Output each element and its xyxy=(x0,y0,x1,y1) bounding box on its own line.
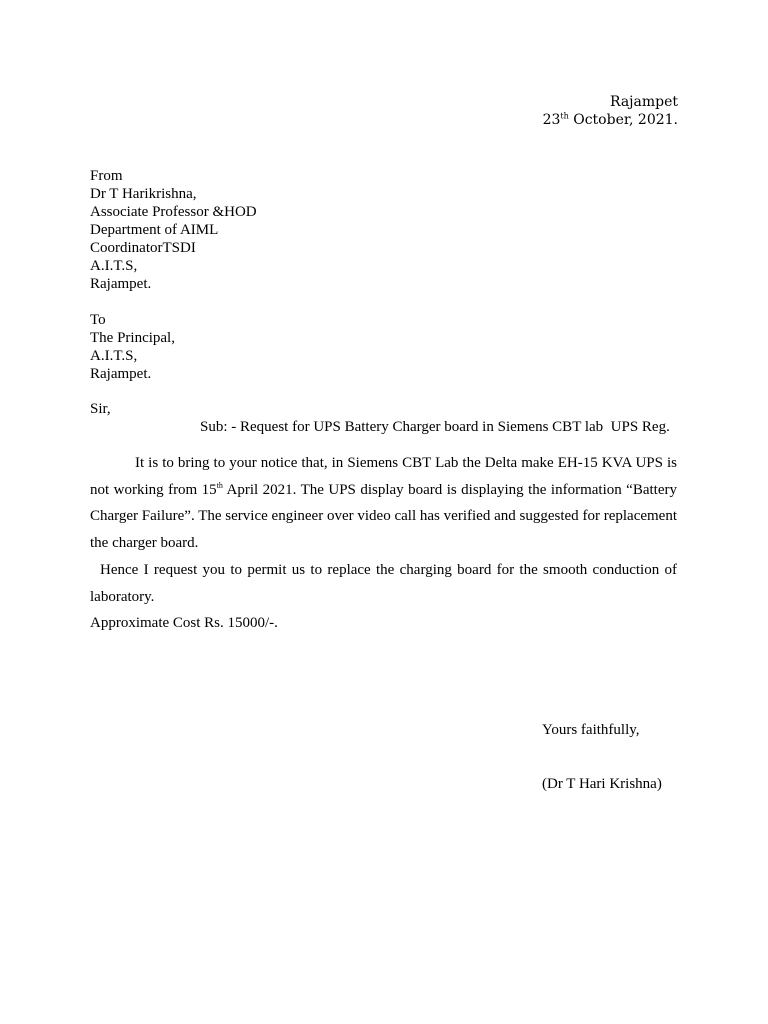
body-paragraph-3: Approximate Cost Rs. 15000/-. xyxy=(90,615,278,632)
date-rest: October, 2021. xyxy=(568,112,678,128)
from-heading: From xyxy=(90,168,123,184)
to-line-city: Rajampet. xyxy=(90,366,152,382)
from-line-city: Rajampet. xyxy=(90,276,152,292)
place-line: Rajampet xyxy=(609,94,678,110)
to-line-institute: A.I.T.S, xyxy=(90,348,138,364)
from-line-coordinator: CoordinatorTSDI xyxy=(90,240,196,256)
to-heading: To xyxy=(90,312,106,328)
date-block xyxy=(543,93,678,129)
salutation: Sir, xyxy=(90,401,111,417)
closing: Yours faithfully, xyxy=(542,722,640,738)
to-address-block xyxy=(90,311,175,383)
body-p1-start: It is to bring to your notice that, in Siemens CBT Lab the Delta make EH-15 KVA UPS is not working from 15 xyxy=(90,455,677,498)
body-paragraph-2: Hence I request you to permit us to replace the charging board for the smooth conduction of laboratory. xyxy=(90,561,677,605)
from-line-designation: Associate Professor &HOD xyxy=(90,204,257,220)
date-day-suffix: th xyxy=(560,111,569,121)
date-day: 23 xyxy=(542,112,561,128)
body-p1-sup: th xyxy=(216,480,223,490)
from-line-institute: A.I.T.S, xyxy=(90,258,138,274)
subject-line: Sub: - Request for UPS Battery Charger board in Siemens CBT lab UPS Reg. xyxy=(200,419,670,435)
date-line xyxy=(543,111,678,129)
letter-body xyxy=(90,450,677,637)
from-address-block xyxy=(90,167,257,293)
from-line-name: Dr T Harikrishna, xyxy=(90,186,197,202)
signature: (Dr T Hari Krishna) xyxy=(542,776,662,792)
to-line-recipient: The Principal, xyxy=(90,330,175,346)
from-line-department: Department of AIML xyxy=(90,222,219,238)
body-paragraph-1 xyxy=(90,450,677,557)
body-p1-end: April 2021. The UPS display board is displaying the information “Battery Charger Failure”. The service engineer over video call has verified and suggested for replacement the charger board. xyxy=(90,481,677,552)
